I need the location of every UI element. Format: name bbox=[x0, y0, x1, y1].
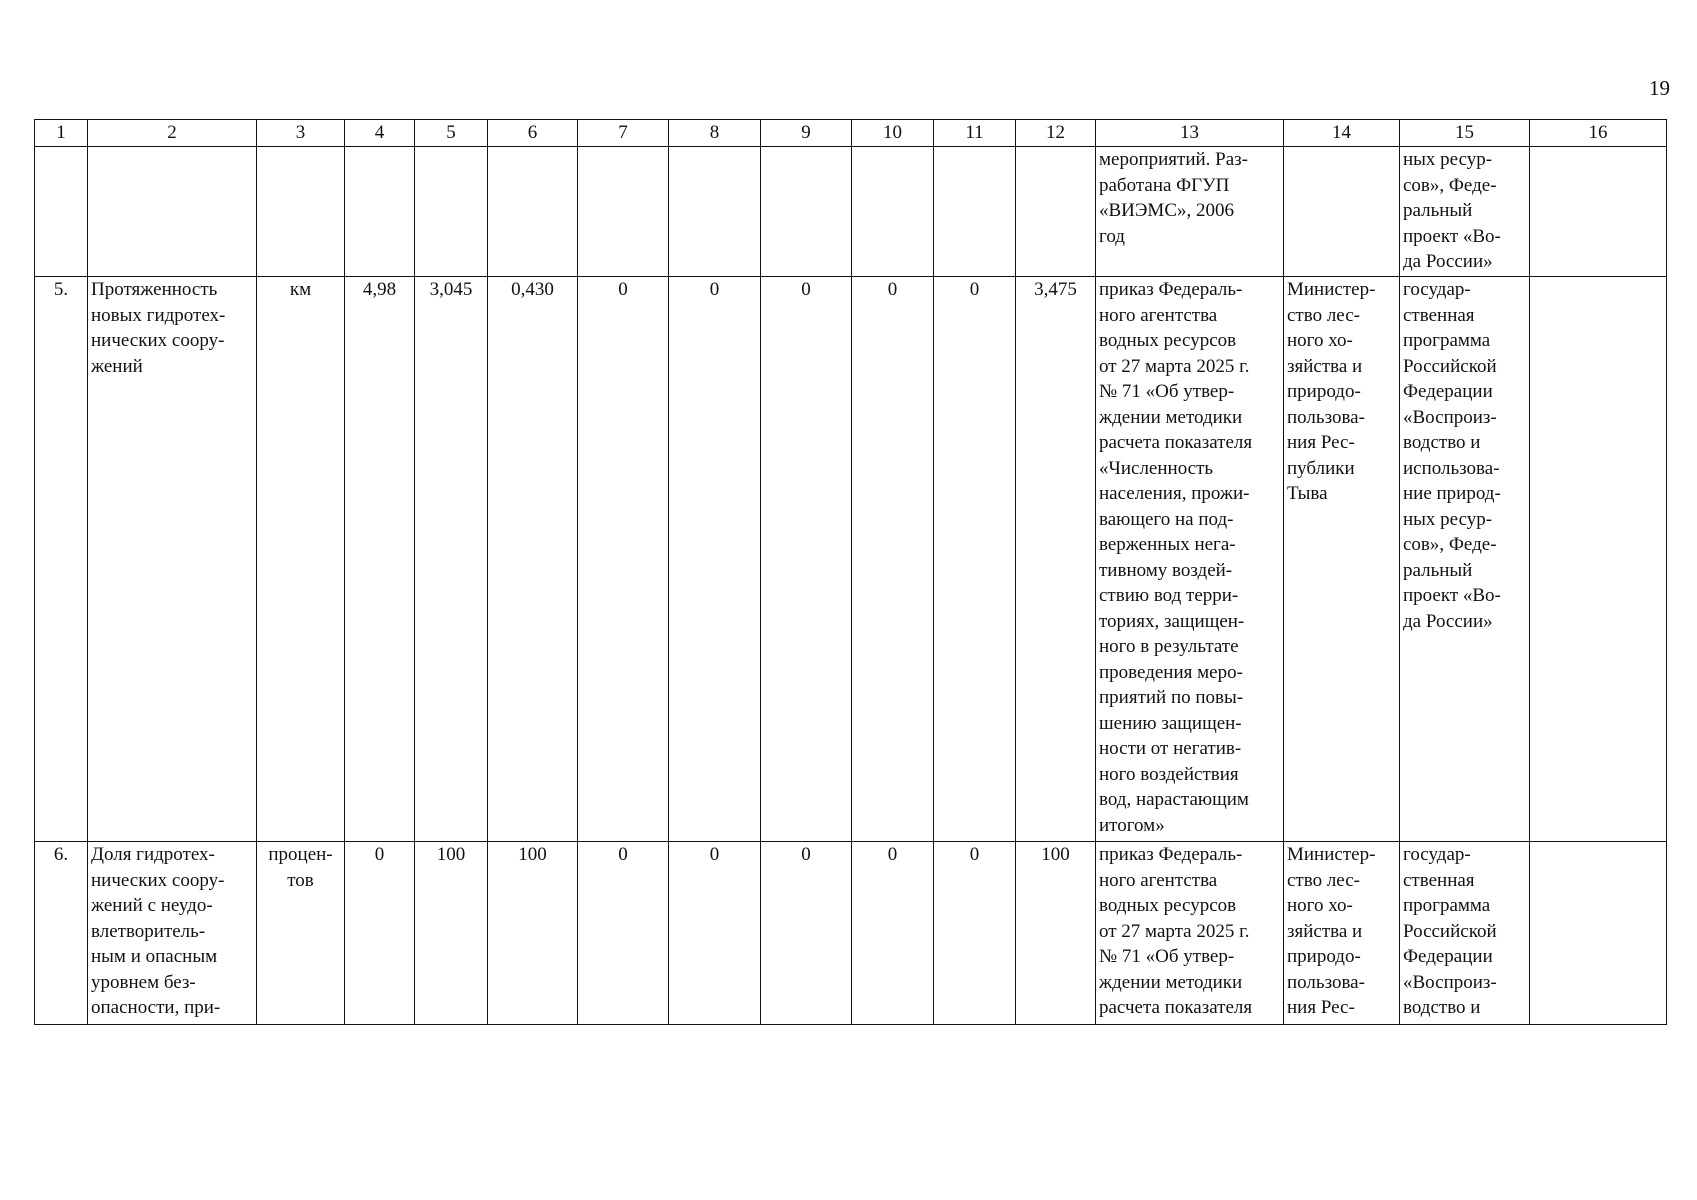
column-header: 11 bbox=[934, 120, 1016, 147]
cell-note bbox=[1530, 277, 1667, 842]
cell-value: 0 bbox=[578, 842, 669, 1025]
indicators-table bbox=[34, 119, 1667, 1025]
cell-indicator-name: Протяженность новых гидротех- нических соору- жений bbox=[88, 277, 257, 842]
column-header: 15 bbox=[1400, 120, 1530, 147]
column-header: 4 bbox=[345, 120, 415, 147]
table-header-row bbox=[35, 120, 1667, 147]
column-header: 6 bbox=[488, 120, 578, 147]
cell-value: 0 bbox=[934, 277, 1016, 842]
cell-responsible: Министер- ство лес- ного хо- зяйства и природо- пользова- ния Рес- публики Тыва bbox=[1284, 277, 1400, 842]
cell-value bbox=[488, 147, 578, 277]
cell-number bbox=[35, 147, 88, 277]
column-header: 16 bbox=[1530, 120, 1667, 147]
cell-value bbox=[1016, 147, 1096, 277]
cell-methodology: приказ Федераль- ного агентства водных ресурсов от 27 марта 2025 г. № 71 «Об утвер- ждении методики расчета показателя «Численность населения, прожи- вающего на под- верженных нега- тивному воздей- ствию вод терри- ториях, защищен- ного в результате проведения меро- приятий по повы- шению защищен- ности от негатив- ного воздействия вод, нарастающим итогом» bbox=[1096, 277, 1284, 842]
column-header: 10 bbox=[852, 120, 934, 147]
column-header: 7 bbox=[578, 120, 669, 147]
cell-indicator-name: Доля гидротех- нических соору- жений с неудо- влетворитель- ным и опасным уровнем без- опасности, при- bbox=[88, 842, 257, 1025]
cell-value bbox=[669, 147, 761, 277]
cell-indicator-name bbox=[88, 147, 257, 277]
column-header: 14 bbox=[1284, 120, 1400, 147]
cell-value: 0 bbox=[345, 842, 415, 1025]
cell-unit: процен- тов bbox=[257, 842, 345, 1025]
page-number: 19 bbox=[1649, 76, 1670, 100]
cell-responsible: Министер- ство лес- ного хо- зяйства и природо- пользова- ния Рес- bbox=[1284, 842, 1400, 1025]
cell-program: ных ресур- сов», Феде- ральный проект «Во- да России» bbox=[1400, 147, 1530, 277]
cell-program: государ- ственная программа Российской Федерации «Воспроиз- водство и использова- ние природ- ных ресур- сов», Феде- ральный проект «Во- да России» bbox=[1400, 277, 1530, 842]
column-header: 1 bbox=[35, 120, 88, 147]
cell-value: 0 bbox=[934, 842, 1016, 1025]
column-header: 5 bbox=[415, 120, 488, 147]
cell-value: 0 bbox=[669, 842, 761, 1025]
cell-value: 0 bbox=[578, 277, 669, 842]
cell-value: 100 bbox=[1016, 842, 1096, 1025]
cell-methodology: мероприятий. Раз- работана ФГУП «ВИЭМС», 2006 год bbox=[1096, 147, 1284, 277]
cell-value: 0 bbox=[852, 277, 934, 842]
cell-responsible bbox=[1284, 147, 1400, 277]
cell-value bbox=[415, 147, 488, 277]
cell-unit: км bbox=[257, 277, 345, 842]
cell-value bbox=[934, 147, 1016, 277]
column-header: 9 bbox=[761, 120, 852, 147]
column-header: 8 bbox=[669, 120, 761, 147]
cell-value: 3,045 bbox=[415, 277, 488, 842]
table-row bbox=[35, 277, 1667, 842]
cell-value: 4,98 bbox=[345, 277, 415, 842]
cell-value bbox=[852, 147, 934, 277]
cell-number: 5. bbox=[35, 277, 88, 842]
cell-number: 6. bbox=[35, 842, 88, 1025]
column-header: 12 bbox=[1016, 120, 1096, 147]
cell-value bbox=[578, 147, 669, 277]
cell-value bbox=[761, 147, 852, 277]
cell-methodology: приказ Федераль- ного агентства водных ресурсов от 27 марта 2025 г. № 71 «Об утвер- ждении методики расчета показателя bbox=[1096, 842, 1284, 1025]
table-row bbox=[35, 842, 1667, 1025]
cell-value: 0 bbox=[761, 842, 852, 1025]
cell-note bbox=[1530, 842, 1667, 1025]
table-row-continuation bbox=[35, 147, 1667, 277]
cell-value: 3,475 bbox=[1016, 277, 1096, 842]
column-header: 13 bbox=[1096, 120, 1284, 147]
cell-value bbox=[345, 147, 415, 277]
cell-value: 0 bbox=[761, 277, 852, 842]
cell-value: 100 bbox=[488, 842, 578, 1025]
cell-note bbox=[1530, 147, 1667, 277]
cell-value: 0 bbox=[669, 277, 761, 842]
cell-value: 0,430 bbox=[488, 277, 578, 842]
column-header: 2 bbox=[88, 120, 257, 147]
column-header: 3 bbox=[257, 120, 345, 147]
cell-value: 100 bbox=[415, 842, 488, 1025]
cell-unit bbox=[257, 147, 345, 277]
cell-program: государ- ственная программа Российской Федерации «Воспроиз- водство и bbox=[1400, 842, 1530, 1025]
cell-value: 0 bbox=[852, 842, 934, 1025]
